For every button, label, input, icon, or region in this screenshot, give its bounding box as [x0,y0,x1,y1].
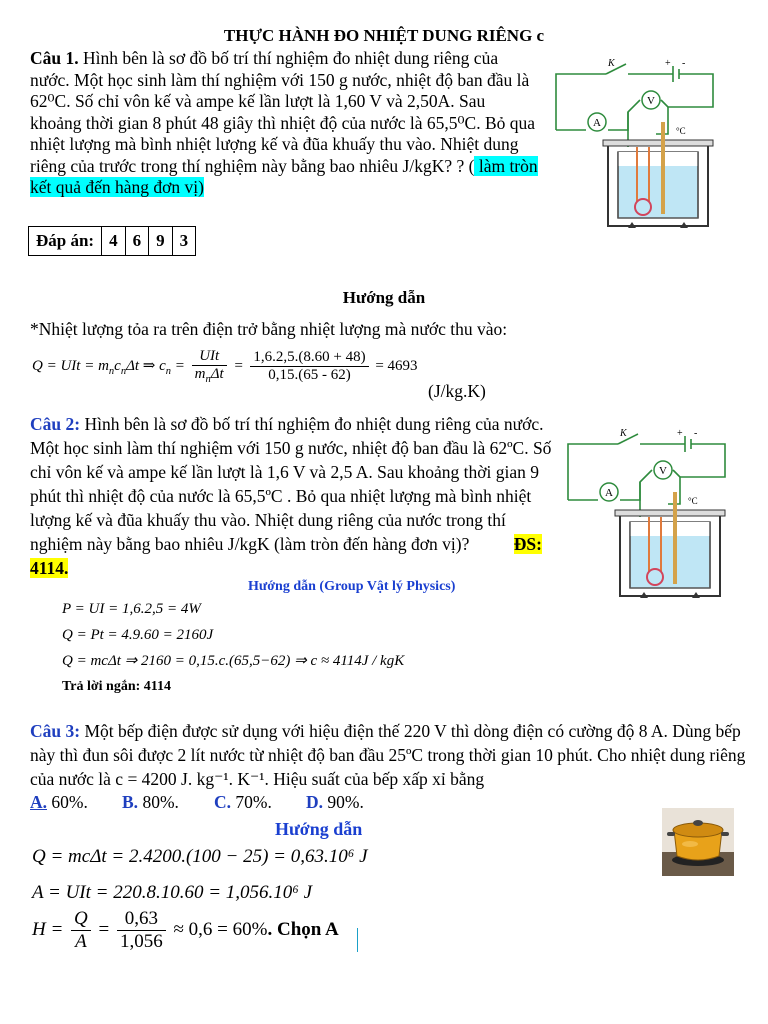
formula-result: = 4693 [375,357,418,374]
efficiency-fraction-1 [71,908,91,953]
guide-3-line-2: A = UIt = 220.8.10.60 = 1,056.10⁶ J [32,882,313,903]
option-d-value: 90%. [323,792,364,812]
fraction-1 [192,348,227,385]
fraction-1-den: m [194,366,206,382]
guide-2-line-1: P = UI = 1,6.2,5 = 4W [62,601,201,617]
question-1-text: Hình bên là sơ đồ bố trí thí nghiệm đo nhiệt dung riêng của nước. Một học sinh làm thí nghiệm với 150 g nước, nhiệt độ ban đầu là 62⁰C. Số chỉ vôn kế và ampe kế lần lượt là 1,60 V và 2,50A. Sau khoảng thời gian 8 phút 48 giây thì nhiệt độ của nước là 65,5⁰C. Bỏ qua nhiệt lượng mà bình nhiệt lượng kế và đũa khuấy thu vào. Nhiệt dung riêng của trước trong thí nghiệm này bằng bao nhiêu J/kgK? ? ( [30,48,536,176]
answer-digit: 6 [125,227,149,256]
answer-table [28,226,196,256]
fraction-2-den: 0,15.(65 - 62) [268,367,351,383]
guide-1-unit: (J/kg.K) [428,381,486,401]
answer-digit: 3 [172,227,196,256]
question-2 [30,412,556,580]
calorimeter-diagram-1 [548,52,728,237]
minus-sign-1: - [682,58,686,69]
option-a-value: 60%. [47,792,88,812]
voltmeter-label-1: V [647,95,655,107]
efficiency-result: ≈ 0,6 = 60% [173,918,268,940]
question-2-answer: ĐS: 4114. [30,534,542,578]
guide-2-line-3: Q = mcΔt ⇒ 2160 = 0,15.c.(65,5−62) ⇒ c ≈ 4114J / kgK [62,653,405,669]
fraction-2 [250,349,368,384]
guide-1-formula [32,348,502,385]
cooking-pot-image [662,808,734,876]
voltmeter-label-2: V [659,465,667,477]
formula-lhs: Q = UIt = m [32,357,109,374]
formula-dt: Δt ⇒ c [126,357,166,374]
guide-1-heading: Hướng dẫn [342,288,426,307]
option-a-key: A. [30,792,48,812]
option-a [30,792,122,814]
option-c-key: C. [214,792,232,812]
option-b-value: 80%. [138,792,179,812]
question-2-label: Câu 2: [30,414,81,434]
page-title: THỰC HÀNH ĐO NHIỆT DUNG RIÊNG c [223,26,545,45]
question-3-text: Một bếp điện được sử dụng với hiệu điện thế 220 V thì dòng điện có cường độ 8 A. Dùng bếp này thì đun sôi được 2 lít nước từ nhiệt độ ban đầu 25ºC trong thời gian 10 phút. Cho nhiệt dung riêng của nước là c = 4200 J. kg⁻¹. K⁻¹. Hiệu suất của bếp xấp xỉ bằng [30,721,746,789]
formula-sub: n [120,365,127,377]
efficiency-fraction-1-den: A [75,931,87,952]
fraction-2-num: 1,6.2,5.(8.60 + 48) [250,349,368,367]
answer-digit: 9 [149,227,173,256]
question-1-highlight: làm tròn kết quả đến hàng đơn vị) [30,155,538,197]
formula-c: c [114,357,121,374]
option-b-key: B. [122,792,139,812]
guide-2-heading: Hướng dẫn (Group Vật lý Physics) [248,579,456,594]
fraction-1-den2: Δt [210,366,224,382]
efficiency-fraction-1-num: Q [71,908,91,931]
question-2-text: Hình bên là sơ đồ bố trí thí nghiệm đo nhiệt dung riêng của nước. Một học sinh làm thí nghiệm với 150 g nước, nhiệt độ ban đầu là 62ºC. Số chỉ vôn kế và ampe kế lần lượt là 1,6 V và 2,5 A. Sau khoảng thời gian 9 phút thì nhiệt độ của nước là 65,5ºC . Bỏ qua nhiệt lượng mà bình nhiệt lượng kế và đũa khuấy thu vào. Nhiệt dung riêng của nước trong thí nghiệm này bằng bao nhiêu J/kgK (làm tròn đến hàng đơn vị)? [30,414,552,554]
formula-sub: n [165,365,172,377]
formula-eq: = [233,357,244,374]
guide-3-line-1: Q = mcΔt = 2.4200.(100 − 25) = 0,63.10⁶ J [32,846,368,867]
efficiency-lhs: H = [32,918,64,940]
option-b [122,792,214,814]
ammeter-label-2: A [605,487,613,499]
question-3-options [30,792,530,814]
calorimeter-diagram-2 [560,422,740,607]
plus-sign-2: + [677,428,683,439]
ammeter-label-1: A [593,117,601,129]
answer-label: Đáp án: [29,227,102,256]
guide-1-intro: *Nhiệt lượng tỏa ra trên điện trở bằng nhiệt lượng mà nước thu vào: [30,319,508,339]
formula-sub: n [205,374,211,385]
efficiency-fraction-2-num: 0,63 [117,908,166,931]
option-d-key: D. [306,792,324,812]
minus-sign-2: - [694,428,698,439]
option-c-value: 70%. [231,792,272,812]
option-c [214,792,306,814]
guide-3-heading: Hướng dẫn [275,819,363,839]
formula-sub: n [108,365,115,377]
question-3 [30,719,760,791]
thermometer-unit-2: °C [688,496,698,506]
option-d [306,792,398,814]
switch-label-2: K [620,428,627,439]
switch-label-1: K [608,58,615,69]
thermometer-unit-1: °C [676,126,686,136]
question-1-label: Câu 1. [30,48,79,68]
question-3-label: Câu 3: [30,721,81,741]
plus-sign-1: + [665,58,671,69]
guide-2-short-answer: Trả lời ngắn: 4114 [62,679,172,694]
guide-2-line-2: Q = Pt = 4.9.60 = 2160J [62,627,214,643]
efficiency-choose: . Chọn A [267,918,339,940]
question-1 [30,48,540,199]
efficiency-fraction-2 [117,908,166,953]
efficiency-fraction-2-den: 1,056 [120,931,163,952]
cursor-marker [357,928,358,952]
guide-3-efficiency: H = $\frac{Q}{A}$ = $\frac{0,63}{1,056}$ ≈ 0,6 = 60%. Chọn A [32,908,339,952]
guide-2-formulas [62,596,492,700]
fraction-1-num: UIt [192,348,227,366]
answer-digit: 4 [102,227,126,256]
formula-eq: = [174,357,185,374]
